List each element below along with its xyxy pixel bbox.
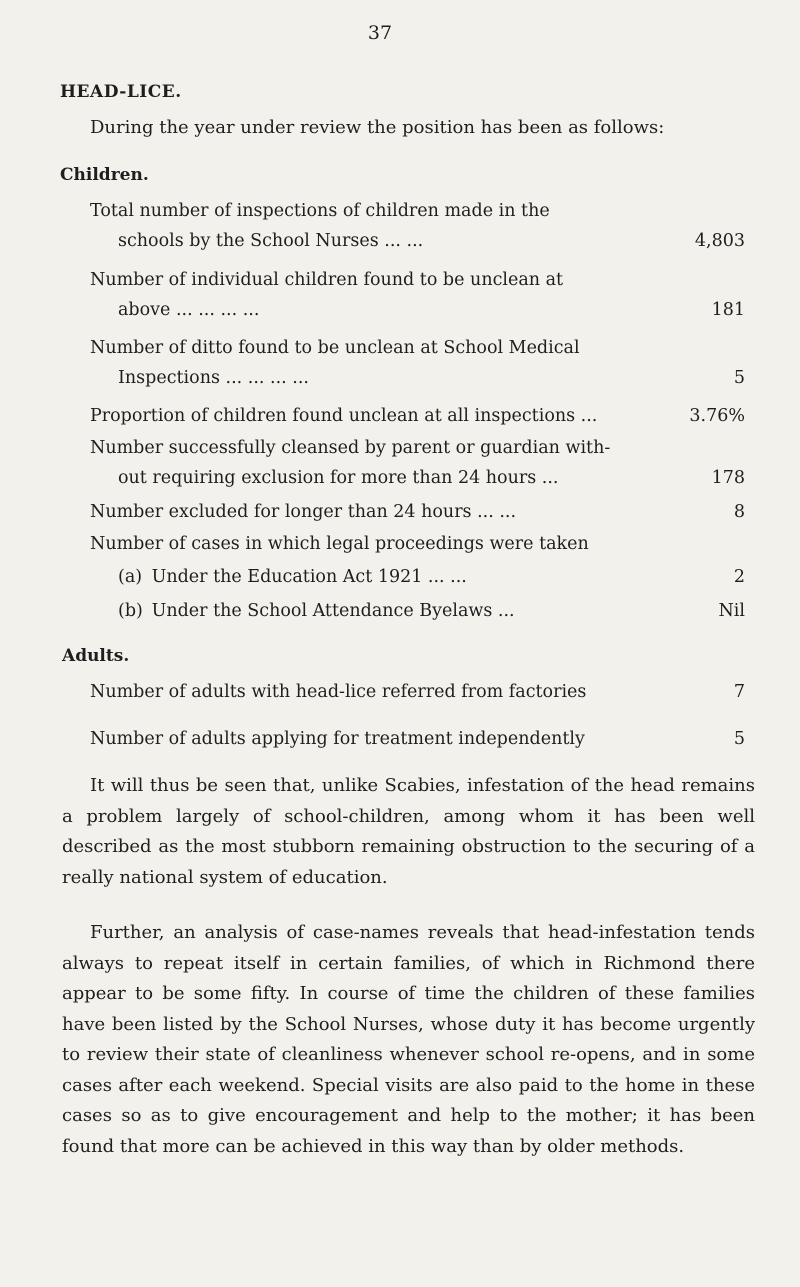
stat-value: Nil [718,601,745,621]
stat-row-adults-factories [90,677,745,707]
stat-label-cont: above ... ... ... ... [118,300,260,320]
body-paragraph: Further, an analysis of case-names reveals that head-infestation tends always to repeat itself in certain families, of which in Richmond there appear to be some fifty. In course of time the children of these families have been listed by the School Nurses, whose duty it has become urgently to review their state of cleanliness whenever school re-opens, and in some cases after each weekend. Special visits are also paid to the home in these cases so as to give encouragement and help to the mother; it has been found that more can be achieved in this way than by older methods. [62,922,755,1157]
section-heading: HEAD-LICE. [60,82,182,102]
stat-row-adults-independent [90,724,745,754]
stat-row-legal-proceedings [90,529,745,559]
stat-label: Proportion of children found unclean at all inspections ... [90,406,598,426]
children-heading: Children. [60,165,149,185]
stat-value: 5 [733,368,745,388]
body-paragraph: It will thus be seen that, unlike Scabies, infestation of the head remains a problem largely of school-children, among whom it has been well described as the most stubborn remaining obstruction to the securing of a really national system of education. [62,775,755,888]
stat-label: Number excluded for longer than 24 hours ... ... [90,502,517,522]
stat-row-excluded [90,497,745,527]
stat-label: Under the Education Act 1921 ... ... [151,567,467,587]
stat-value: 8 [733,502,745,522]
stat-value: 7 [733,682,745,702]
stat-row-education-act [90,562,745,592]
stat-label: Number of ditto found to be unclean at School Medical [90,338,580,358]
item-marker: (a) [118,567,143,587]
intro-text: During the year under review the position has been as follows: [90,117,665,138]
stat-row-proportion-unclean [90,401,745,431]
stat-label-cont: Inspections ... ... ... ... [118,368,309,388]
stat-label: Number of adults with head-lice referred from factories [90,682,587,702]
stat-value: 181 [711,300,745,320]
stat-value: 5 [733,729,745,749]
page-number: 37 [367,22,393,44]
stat-label-cont: out requiring exclusion for more than 24 hours ... [118,468,559,488]
adults-heading: Adults. [62,646,130,666]
stat-row-medical-inspections [90,333,745,393]
item-marker: (b) [118,601,143,621]
stat-value: 3.76% [689,406,745,426]
stat-label: Total number of inspections of children made in the [90,201,550,221]
stat-label: Number of adults applying for treatment independently [90,729,585,749]
stat-label: Number of cases in which legal proceedings were taken [90,534,589,554]
stat-row-individual-unclean [90,265,745,325]
stat-row-cleansed [90,433,745,493]
stat-value: 178 [711,468,745,488]
stat-label-cont: schools by the School Nurses ... ... [118,231,424,251]
stat-value: 2 [733,567,745,587]
stat-value: 4,803 [694,231,745,251]
stat-row-total-inspections [90,196,745,256]
stat-label: Number successfully cleansed by parent or guardian with- [90,438,611,458]
stat-label: Under the School Attendance Byelaws ... [151,601,515,621]
stat-row-attendance-byelaws [90,596,745,626]
stat-label: Number of individual children found to be unclean at [90,270,564,290]
